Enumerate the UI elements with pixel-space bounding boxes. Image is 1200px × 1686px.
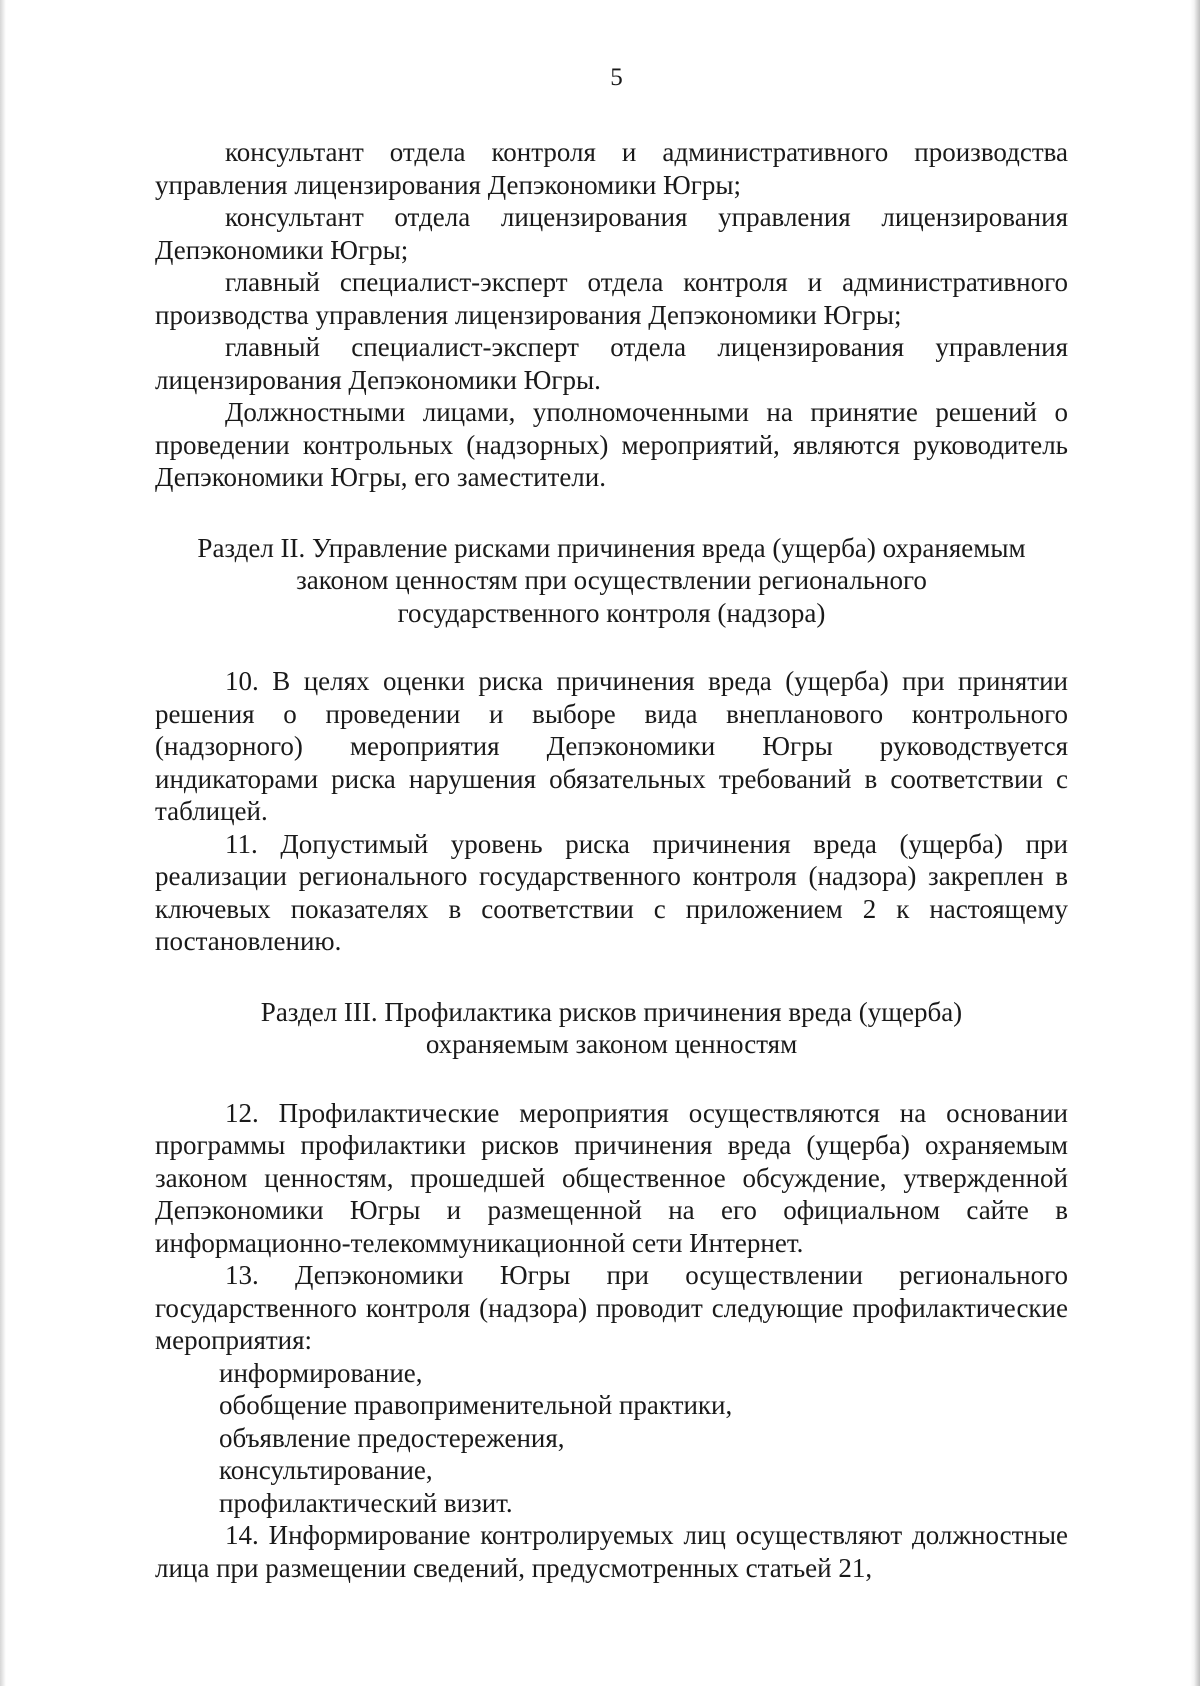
- paragraph-11: 11. Допустимый уровень риска причинения вреда (ущерба) при реализации регионального государственного контроля (надзора) закреплен в ключевых показателях в соответствии с приложением 2 к настоящему постановлению.: [155, 828, 1068, 956]
- section-3-heading-line: охраняемым законом ценностям: [425, 1029, 798, 1059]
- document-page: [155, 62, 1068, 1584]
- paragraph: Должностными лицами, уполномоченными на принятие решений о проведении контрольных (надзорных) мероприятий, являются руководитель Депэкономики Югры, его заместители.: [155, 397, 1068, 492]
- scan-edge-left: [0, 0, 6, 1686]
- section-2-heading-line: государственного контроля (надзора): [397, 597, 826, 628]
- paragraph-14: 14. Информирование контролируемых лиц осуществляют должностные лица при размещении сведений, предусмотренных статьей 21,: [155, 1520, 1068, 1583]
- section-3-heading-line: Раздел III. Профилактика рисков причинения вреда (ущерба): [260, 996, 963, 1027]
- list-item: объявление предостережения,: [219, 1422, 565, 1453]
- section-2-heading-line: Раздел II. Управление рисками причинения вреда (ущерба) охраняемым: [197, 532, 1026, 563]
- list-item: информирование,: [219, 1357, 423, 1388]
- list-item: обобщение правоприменительной практики,: [219, 1390, 733, 1420]
- list-item: профилактический визит.: [219, 1487, 513, 1518]
- section-2-heading: [155, 532, 1068, 630]
- paragraph-13: 13. Депэкономики Югры при осуществлении регионального государственного контроля (надзора) проводит следующие профилактические мероприятия:: [155, 1260, 1068, 1355]
- scan-edge-right: [1190, 0, 1200, 1686]
- paragraph: консультант отдела контроля и административного производства управления лицензирования Депэкономики Югры;: [155, 137, 1068, 200]
- paragraph: консультант отдела лицензирования управления лицензирования Депэкономики Югры;: [155, 202, 1068, 265]
- paragraph: главный специалист-эксперт отдела лицензирования управления лицензирования Депэкономики Югры.: [155, 332, 1068, 395]
- section-3-heading: [155, 996, 1068, 1061]
- paragraph: главный специалист-эксперт отдела контроля и административного производства управления лицензирования Депэкономики Югры;: [155, 267, 1068, 330]
- page-number: 5: [610, 64, 623, 91]
- paragraph-10: 10. В целях оценки риска причинения вреда (ущерба) при принятии решения о проведении и выборе вида внепланового контрольного (надзорного) мероприятия Депэкономики Югры руководствуется индикаторами риска нарушения обязательных требований в соответствии с таблицей.: [155, 666, 1068, 826]
- section-2-heading-line: законом ценностям при осуществлении регионального: [296, 565, 927, 595]
- list-item: консультирование,: [219, 1455, 433, 1485]
- paragraph-12: 12. Профилактические мероприятия осуществляются на основании программы профилактики рисков причинения вреда (ущерба) охраняемым законом ценностям, прошедшей общественное обсуждение, утвержденной Депэкономики Югры и размещенной на его официальном сайте в информационно-телекоммуникационной сети Интернет.: [155, 1097, 1068, 1258]
